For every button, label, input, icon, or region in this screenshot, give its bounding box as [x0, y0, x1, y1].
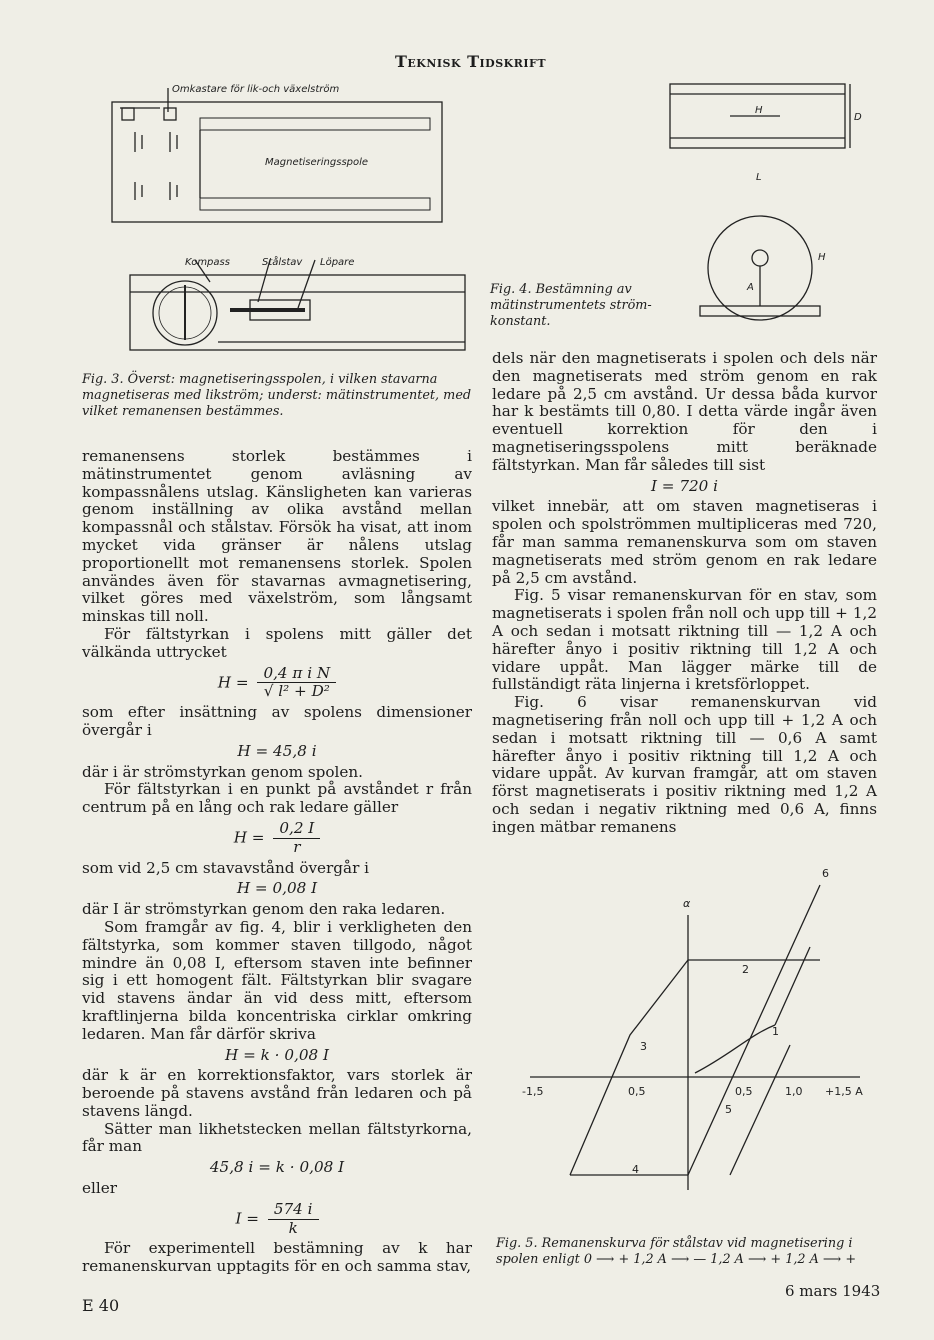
fig3-label-slider: Löpare: [320, 257, 355, 268]
fig5-tick: +1,5 A: [825, 1085, 863, 1098]
left-column: [82, 448, 472, 1276]
fig4-label-H: H: [755, 105, 763, 116]
formula-correction: H = k · 0,08 I: [225, 1045, 329, 1064]
left-paragraph: För fältstyrkan i spolens mitt gäller det välkända uttrycket: [82, 624, 472, 661]
fig3-label-coil: Magnetiseringsspole: [265, 157, 369, 168]
fig5-caption: Fig. 5. Remanenskurva för stålstav vid magnetisering i spolen enligt 0 ⟶ + 1,2 A ⟶ — 1,2 A ⟶ + 1,2 A ⟶ +: [496, 1236, 857, 1267]
formula-current: I = $\frac{574 i}{k}$: [82, 1201, 472, 1238]
left-paragraph: remanensens storlek bestämmes i mätinstrumentet genom avläsning av kompassnålens utslag. Känsligheten kan varieras genom inställning av olika avstånd mellan kompassnål och stålstav. Försök ha visat, att inom mycket vida gränser är nålens utslag proportionellt mot remanensens storlek. Spolen användes även för stavarnas avmagnetisering, vilket göres med växelström, som långsamt minskas till noll.: [82, 447, 472, 626]
fig5-curve-label: 5: [725, 1103, 732, 1116]
fig5-curve-label: 1: [772, 1025, 779, 1038]
formula-field-coil: H = $\frac{\text{0,4 π i N}}{\text{√ l² + D²}}$: [82, 665, 472, 702]
formula-final: I = 720 i: [650, 476, 719, 495]
left-paragraph: Sätter man likhetstecken mellan fältstyrkorna, får man: [82, 1119, 472, 1156]
fig4-label-H2: H: [818, 252, 826, 263]
page-number: E 40: [82, 1296, 120, 1315]
right-paragraph: Fig. 6 visar remanenskurvan vid magnetisering från noll och upp till + 1,2 A och sedan i motsatt riktning till — 0,6 A samt härefter ånyo i positiv riktning till 1,2 A och vidare uppåt. Av kurvan framgår, att om staven först magnetiserats i positiv riktning med 1,2 A och sedan i negativ riktning med 0,6 A, finns ingen mätbar remanens: [492, 693, 877, 836]
fig4-diagram: [660, 78, 870, 328]
right-paragraph: vilket innebär, att om staven magnetiseras i spolen och spolströmmen multipliceras med 720, får man samma remanenskurva som om staven magnetiserats med ström genom en rak ledare på 2,5 cm avstånd.: [492, 497, 877, 587]
left-paragraph: som vid 2,5 cm stavavstånd övergår i: [82, 858, 370, 877]
coil-winding-bottom: [200, 198, 430, 210]
fig5-curve-label: 6: [822, 867, 829, 880]
fig5-tick: 0,5: [628, 1085, 646, 1098]
left-paragraph: eller: [82, 1179, 117, 1198]
left-paragraph: För experimentell bestämning av k har remanenskurvan upptagits för en och samma stav,: [82, 1239, 472, 1276]
curve-initial: [695, 1025, 775, 1073]
right-column: [492, 350, 877, 837]
fig4-label-A: A: [747, 282, 754, 293]
fig5-curve-label: 3: [640, 1040, 647, 1053]
fig5-tick: -1,5: [522, 1085, 544, 1098]
fig4-label-D: D: [854, 112, 862, 123]
formula-field-conductor: H = $\frac{0,2 I}{r}$: [82, 820, 472, 857]
curve-lower: [570, 885, 820, 1175]
fig3-label-compass: Kompass: [185, 257, 230, 268]
left-paragraph: Som framgår av fig. 4, blir i verkligheten den fältstyrka, som kommer staven tillgodo, något mindre än 0,08 I, eftersom staven inte befinner sig i ett homogent fält. Fältstyrkan blir svagare vid stavens ändar än vid dess mitt, eftersom kraftlinjerna bilda koncentriska cirklar omkring ledaren. Man får därför skriva: [82, 917, 472, 1043]
fig5-tick: 0,5: [735, 1085, 753, 1098]
left-paragraph: där k är en korrektionsfaktor, vars storlek är beroende på stavens avstånd från ledaren och på stavens längd.: [82, 1066, 472, 1120]
left-paragraph: där i är strömstyrkan genom spolen.: [82, 762, 363, 781]
formula-conductor-result: H = 0,08 I: [236, 879, 318, 898]
issue-date: 6 mars 1943: [785, 1282, 881, 1300]
fig5-curve-label: 4: [632, 1163, 639, 1176]
fig5-hysteresis-diagram: [510, 855, 880, 1225]
conductor-bar: [700, 306, 820, 316]
formula-equality: 45,8 i = k · 0,08 I: [209, 1158, 345, 1177]
fig3-diagram: [100, 70, 480, 365]
fig4-caption: Fig. 4. Bestämning av mätinstrumentets ström-konstant.: [490, 282, 652, 329]
fig3-caption: Fig. 3. Överst: magnetiseringsspolen, i vilken stavarna magnetiseras med likström; underst: mätinstrumentet, med vilket remanensen bestämmes.: [82, 372, 472, 419]
fig4-label-L: L: [756, 172, 762, 183]
fig3-label-switch: Omkastare för lik-och växelström: [172, 84, 340, 95]
left-paragraph: där I är strömstyrkan genom den raka ledaren.: [82, 900, 446, 919]
left-paragraph: som efter insättning av spolens dimensioner övergår i: [82, 703, 472, 739]
fig5-curve-label: 2: [742, 963, 749, 976]
fig5-tick: 1,0: [785, 1085, 803, 1098]
left-paragraph: För fältstyrkan i en punkt på avståndet r från centrum på en lång och rak ledare gäller: [82, 780, 472, 817]
fig3-label-rod: Stålstav: [262, 257, 303, 268]
coil-winding-top: [200, 118, 430, 130]
journal-header: Teknisk Tidskrift: [395, 52, 547, 71]
right-paragraph: Fig. 5 visar remanenskurvan för en stav, som magnetiserats i spolen från noll och upp till + 1,2 A och sedan i motsatt riktning till — 1,2 A och härefter ånyo i positiv riktning till 1,2 A och vidare uppåt. Man lägger märke till de fullständigt räta linjerna i kretsförloppet.: [492, 586, 877, 694]
formula-coil-result: H = 45,8 i: [237, 741, 317, 760]
fig5-axis-label: α: [683, 897, 691, 910]
curve-upper: [570, 960, 820, 1175]
right-paragraph: dels när den magnetiserats i spolen och dels när den magnetiserats med ström genom en rak ledare på 2,5 cm avstånd. Ur dessa båda kurvor har k bestämts till 0,80. I detta värde ingår även eventuell korrektion för den i magnetiseringsspolens mitt beräknade fältstyrkan. Man får således till sist: [492, 349, 877, 474]
